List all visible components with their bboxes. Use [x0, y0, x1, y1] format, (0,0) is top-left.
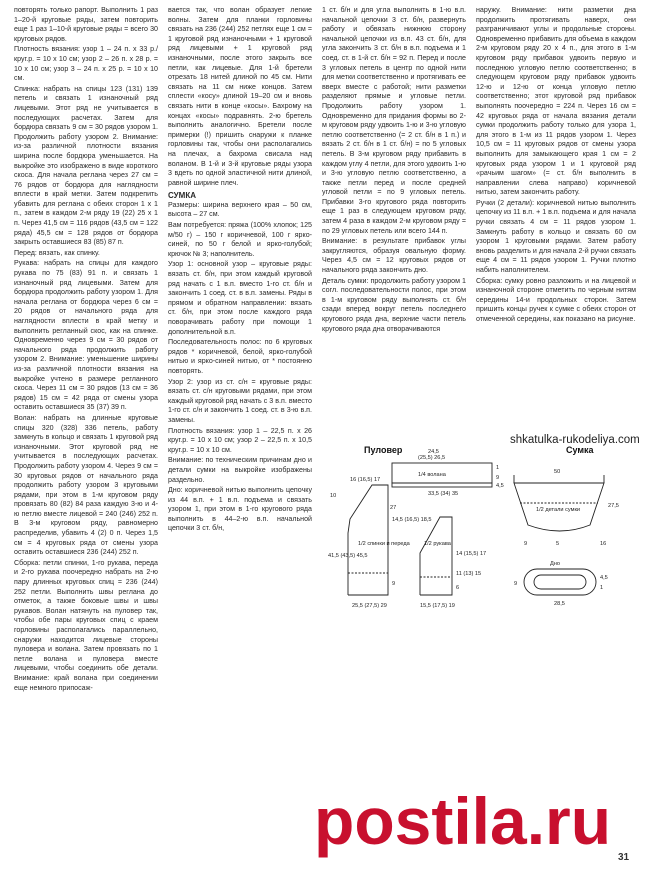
text-column-4 — [476, 6, 636, 436]
text-column-3 — [322, 6, 466, 438]
dim-label: 6 — [456, 585, 460, 591]
paragraph: Вам потребуется: пряжа (100% хлопок; 125 м/50 г) – 150 г коричневой, 100 г ярко-синей, по 50 г белой и ярко-голубой; крючок № 3; наполнитель. — [168, 221, 312, 258]
section-heading-bag: СУМКА — [168, 191, 196, 201]
dim-label: 11 (13) 15 — [456, 571, 482, 577]
paragraph: Узор 2: узор из ст. с/н = круговые ряды: вязать ст. с/н круговыми рядами, при этом каждый круговой ряд начать с 3 в.п. вместо 1-го ст. с/н и закончить 1 соед. ст. в 3-ю в.п. замены. — [168, 377, 312, 424]
bag-half-label: 1/2 детали сумки — [536, 507, 581, 513]
paragraph: Дно: коричневой нитью выполнить цепочку из 44 в.п. + 1 в.п. подъема и связать узором 1, при этом в 1-го кругового ряда выполнить в 44–2-ю в.п. начальной цепочки 3 ст. б/н, — [168, 486, 312, 533]
paragraph: Сборка: сумку ровно разложить и на лицевой и изнаночной стороне отметить по черным нитям середины 14-и продольных сторон. Затем пришить концы ручек к сумке с обеих сторон от отмеченной середины, как показано на рисунке. — [476, 276, 636, 323]
dim-label: 9 — [514, 581, 518, 587]
dim-label: 9 — [524, 541, 528, 547]
paragraph: повторять только рапорт. Выполнить 1 раз 1–20-й круговые ряды, затем повторить еще 1 раз 1–10-й круговые ряды = всего 30 круговых рядов. — [14, 6, 158, 43]
site-caption: shkatulka-rukodeliya.com — [510, 434, 640, 446]
back-front-piece — [348, 485, 388, 595]
dim-label: 41,5 (43,5) 45,5 — [328, 553, 368, 559]
pullover-title: Пуловер — [364, 445, 403, 455]
paragraph: Деталь сумки: продолжить работу узором 1 согл. последовательности полос, при этом в 1-м круговом ряду выполнять ст. б/н сзади вперед вокруг петель последнего кругового ряда дна, верхние части петель кругового ряда дна отворачиваются — [322, 276, 466, 333]
dim-label: 27,5 — [608, 503, 619, 509]
page-number: 31 — [618, 852, 630, 863]
paragraph: 1 ст. б/н и для угла выполнить в 1-ю в.п. начальной цепочки 3 ст. б/н, развернуть работу и обвязать нижнюю сторону начальной цепочки из в.п. 43 ст. б/н, для угла закончить 3 ст. б/н в в.п. подъема и 1 соед. ст. в 1-й ст. б/н = 92 п. Перед и после 3 угловых петель в центр по одной нити для метки соответственно и протягивать ее вверх вместе с работой; нити разметки разделяют прямые и угловые петли. Продолжить работу узором 1. Одновременно для придания формы во 2-м круговом ряду удвоить 1-ю и 3-ю угловую петлю соответственно (= 2 ст. б/н в 1 п.) и вязать 2 ст. б/н в 1 ст. б/н) = по 5 угловых петель. В 3-м круговом ряду прибавить в каждом углу 4 петли, для этого удвоить 1-ю и 3-ю угловую петлю соответственно, а также петли перед и после средней угловой петли = по 9 угловых петель. Прибавки 3-го кругового ряда повторить еще 1 раз в следующем круговом ряду, затем 4 раза в каждом 2-м круговом ряду = по 29 угловых петель или всего 144 п. — [322, 6, 466, 235]
dim-label: 50 — [554, 469, 561, 475]
dim-label: 14,5 (16,5) 18,5 — [392, 517, 432, 523]
paragraph: Последовательность полос: по 6 круговых рядов * коричневой, белой, ярко-голубой нитью и ярко-синей нитью, от * постоянно повторять. — [168, 338, 312, 375]
postila-logo — [314, 778, 654, 858]
dim-label: 4,5 — [600, 575, 608, 581]
dim-label: 15,5 (17,5) 19 — [420, 603, 455, 609]
paragraph: вается так, что волан образует легкие волны. Затем для планки горловины связать на 236 (244) 252 петлях еще 1 см = 1 круговой ряд изнаночными + 1 круговой ряд лицевыми + 1 круговой ряд изнаночными, после этого закрыть все петли, как лицевые. Для 1-й бретели отрезать 18 нитей длиной по 45 см. Нити связать на 11 см ниже концов. Затем сплести «косу» длиной 19–20 см и вновь связать нити в конце «косы». Бахрому на концах «косы» подравнять. 2-ю бретель выполнить аналогично. Бретели после примерки (!) пришить снаружи к планке горловины так, чтобы они располагались на плечах, а бахрома свисала над воланом. В 1-й и 3-й круговые ряды узора 3 вдеть по одной эластичной нити длиной, равной ширине плеч. — [168, 6, 312, 187]
paragraph: Волан: набрать на длинные круговые спицы 320 (328) 336 петель, работу замкнуть в кольцо и связать 1 круговой ряд изнаночными. Этот круговой ряд не учитывается в последующих расчетах. Продолжить работу узором 4. Через 9 см = 30 круговых рядов от начального ряда продолжить работу узором 3 круговыми рядами, при этом в 1-м круговом ряду провязать 80 (82) 84 раза каждую 3-ю и 4-ю петлю вместе лицевой = 240 (246) 252 п. В 3-м круговом ряду, равномерно распределив, убавить 4 (2) 0 п. Через 1,5 см = 4 круговых ряда от смены узора оставить оставшиеся 236 (244) 252 п. — [14, 413, 158, 557]
dim-label: 27 — [390, 505, 397, 511]
dim-label: 4,5 — [496, 483, 504, 489]
dim-label: 9 — [392, 581, 396, 587]
bag-piece — [514, 475, 604, 531]
bag-bottom-piece — [524, 569, 596, 595]
paragraph: Перед: вязать, как спинку. — [14, 248, 100, 257]
text-column-2 — [168, 6, 312, 856]
dim-label: 28,5 — [554, 601, 565, 607]
dim-label: 9 — [496, 475, 500, 481]
sleeve-piece — [420, 517, 452, 595]
paragraph: Узор 1: основной узор – круговые ряды: вязать ст. б/н, при этом каждый круговой ряд начать с 1 в.п. вместо 1-го ст. б/н и закончить 1 соед. ст. в в.п. замены. Ряды в прямом и обратном направлении: вязать ст. б/н, при этом после каждого ряда поворачивать работу при помощи 1 дополнительной в.п. — [168, 260, 312, 336]
dim-label: 25,5 (27,5) 29 — [352, 603, 387, 609]
sleeve-label: 1/2 рукава — [424, 541, 451, 547]
dim-label: 1 — [496, 465, 500, 471]
dim-label: 16 — [600, 541, 607, 547]
volan-label: 1/4 волана — [418, 472, 446, 478]
pattern-diagram — [328, 445, 648, 690]
dim-label: 24,5 — [428, 449, 439, 455]
dim-label: (25,5) 26,5 — [418, 455, 446, 461]
logo-text: postila.ru — [314, 784, 612, 858]
paragraph: Рукава: набрать на спицы для каждого рукава по 75 (83) 91 п. и связать 1 изнаночный ряд лицевыми. Затем для бордюра продолжить работу узором 1. Для начала реглана от бордюра через 6 см = 20 рядов от начального ряда для наглядности вплести в край метку и выполнить регланный скос, как на спинке. Одновременно через 9 см = 30 рядов от начального ряда продолжить работу узором 2. Внимание: уменьшение ширины из-за различной плотности вязания на выкройке учтено в размере регланного скоса. Через 11 см = 30 рядов (13 см = 36 рядов) 15 см = 42 ряда от смены узора оставить оставшиеся 35 (37) 39 п. — [14, 259, 158, 412]
bag-bottom-label: Дно — [550, 561, 560, 567]
paragraph: Плотность вязания: узор 1 – 22,5 п. x 26 круг.р. = 10 x 10 см; узор 2 – 22,5 п. x 10,5 круг.р. = 10 x 10 см. — [168, 426, 312, 454]
paragraph: Спинка: набрать на спицы 123 (131) 139 петель и связать 1 изнаночный ряд лицевыми. Этот ряд не учитывается в последующих расчетах. Затем для бордюра связать 9 см = 30 рядов узором 1. Продолжить работу узором 2. Внимание: из-за различной плотности вязания ширина после бордюра уменьшается. На выкройке это изображено в виде короткого скоса. Для начала реглана через 27 см = 76 рядов от бордюра для наглядности вплести в край метки. Затем подкрепить убавить для реглана с обеих сторон 1 x 1 п., затем в каждом 2-м ряду 19 (22) 25 x 1 п. Через 41,5 см = 116 рядов (43,5 см = 122 ряда) 45,5 см = 128 рядов от бордюра закрыть оставшиеся 83 (85) 87 п. — [14, 84, 158, 247]
paragraph: наружу. Внимание: нити разметки дна продолжить протягивать наверх, они разграничивают углы и продольные стороны. Одновременно прибавить для объема в каждом 2-м круговом ряду 20 x 4 п., для этого в 1-м круговом ряду прибавок удвоить первую и последнюю угловую петлю соответственно; в следующем круговом ряду прибавок удвоить 12-ю и 12-ю от конца угловую петлю соответственно; этот круговой ряд прибавок выполнять поочередно = 224 п. Через 16 см = 42 круговых ряда от начала вязания детали сумки продолжить работу только для узора 1, для этого в 1-м из 11 рядов узором 1. Через 10,5 см = 11 круговых рядов от смены узора выполнить для замыкающего края 1 см = 2 круговых ряда узором 1 и 1 круговой ряд «рачьим шагом» (= ст. б/н выполнить в направлении слева направо) коричневой нитью, затем закончить работу. — [476, 6, 636, 197]
dim-label: 16 (16,5) 17 — [350, 477, 381, 483]
dim-label: 10 — [330, 493, 337, 499]
dim-label: 33,5 (34) 35 — [428, 491, 459, 497]
paragraph: Сборка: петли спинки, 1-го рукава, переда и 2-го рукава поочередно набрать на 2-ю пару длинных круговых спиц = 236 (244) 252 петли. Выполнить швы реглана до отметок, а также боковые швы и швы рукавов. Волан натянуть на пуловер так, чтобы обе пары круговых спиц с краем горловины располагались параллельно, снаружи находится лицевые стороны пуловера и волана. Затем провязать по 1 петле волана и пуловера вместе лицевыми, чтобы соединить обе детали. Внимание: край волана при соединении еще немного припосаж- — [14, 558, 158, 692]
paragraph: Размеры: ширина верхнего края – 50 см, высота – 27 см. — [168, 200, 312, 219]
text-column-1 — [14, 6, 158, 856]
dim-label: 14 (15,5) 17 — [456, 551, 487, 557]
paragraph: Внимание: по техническим причинам дно и детали сумки на выкройке изображены раздельно. — [168, 456, 312, 484]
back-front-label: 1/2 спинки и переда — [358, 541, 410, 547]
paragraph: Ручки (2 детали): коричневой нитью выполнить цепочку из 11 в.п. + 1 в.п. подъема и для начала ручки связать 4 см = 11 рядов узором 1. Замкнуть работу в кольцо и связать 60 см узором 1 круговыми рядами. Затем работу вновь разделить и для начала 2-й ручки связать еще 4 см = 11 рядов узором 1. Ручки плотно набить наполнителем. — [476, 198, 636, 275]
dim-label: 1 — [600, 585, 604, 591]
bag-title: Сумка — [566, 445, 594, 455]
paragraph: Плотность вязания: узор 1 – 24 п. x 33 р./круг.р. = 10 x 10 см; узор 2 – 26 п. x 28 р. = 10 x 10 см; узор 3 – 24 п. x 25 р. = 10 x 10 см. — [14, 45, 158, 83]
dim-label: 5 — [556, 541, 560, 547]
paragraph: Внимание: в результате прибавок углы закругляются, образуя овальную форму. Через 4,5 см = 12 круговых рядов от начального ряда закончить дно. — [322, 237, 466, 275]
